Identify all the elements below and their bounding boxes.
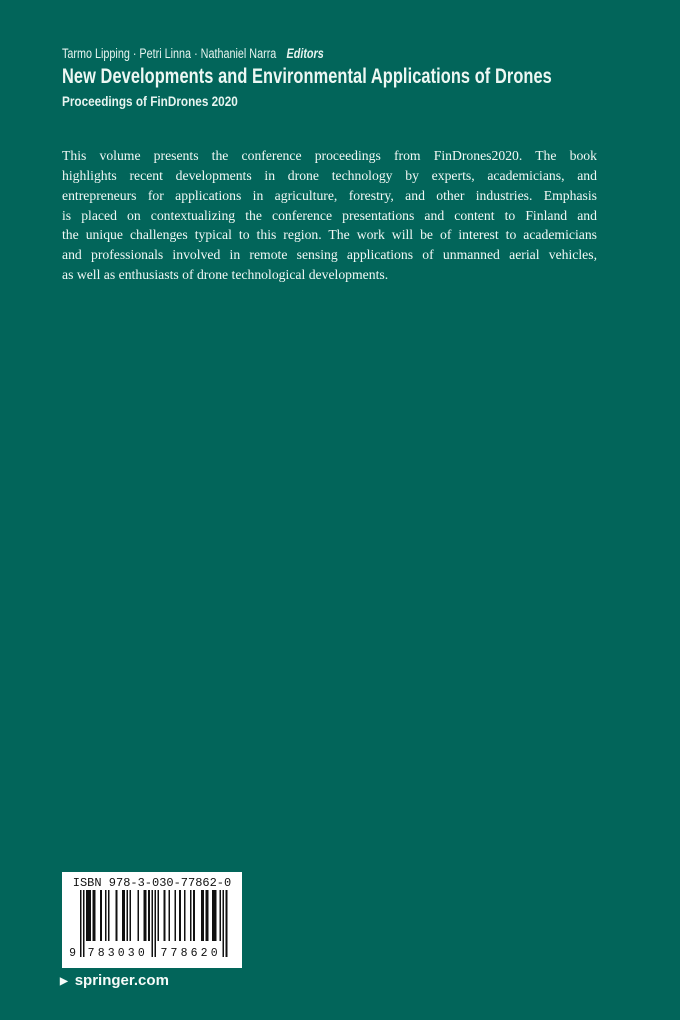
editor-names: Tarmo Lipping · Petri Linna · Nathaniel Narra [62,46,277,61]
blurb-line: is placed on contextualizing the conference presentations and content to Finland and [62,207,597,223]
springer-url: springer.com [74,972,169,989]
blurb-line: This volume presents the conference proceedings from FinDrones2020. The book [62,148,597,163]
svg-text:783030: 783030 [87,947,145,960]
publisher-footer [60,972,169,989]
arrow-right-icon: ▶ [60,975,68,987]
blurb-line: and professionals involved in remote sensing applications of unmanned aerial vehicles, [62,247,597,263]
isbn-number: ISBN 978-3-030-77862-0 [72,876,232,890]
blurb-line: highlights recent developments in drone technology by experts, academicians, and [62,167,597,183]
book-subtitle: Proceedings of FinDrones 2020 [62,93,238,109]
isbn-barcode-panel [62,872,242,968]
blurb-line: entrepreneurs for applications in agriculture, forestry, and other industries. Emphasis [62,187,597,203]
svg-text:778620: 778620 [160,947,218,960]
ean13-barcode [62,890,242,962]
svg-text:9: 9 [69,947,76,960]
back-cover-blurb [62,146,597,285]
editors-label: Editors [286,46,324,61]
book-title: New Developments and Environmental Applications of Drones [62,65,552,88]
blurb-line: the unique challenges typical to this region. The work will be of interest to academicians [62,227,597,243]
editors-line [62,46,324,61]
blurb-line: as well as enthusiasts of drone technological developments. [62,267,389,283]
